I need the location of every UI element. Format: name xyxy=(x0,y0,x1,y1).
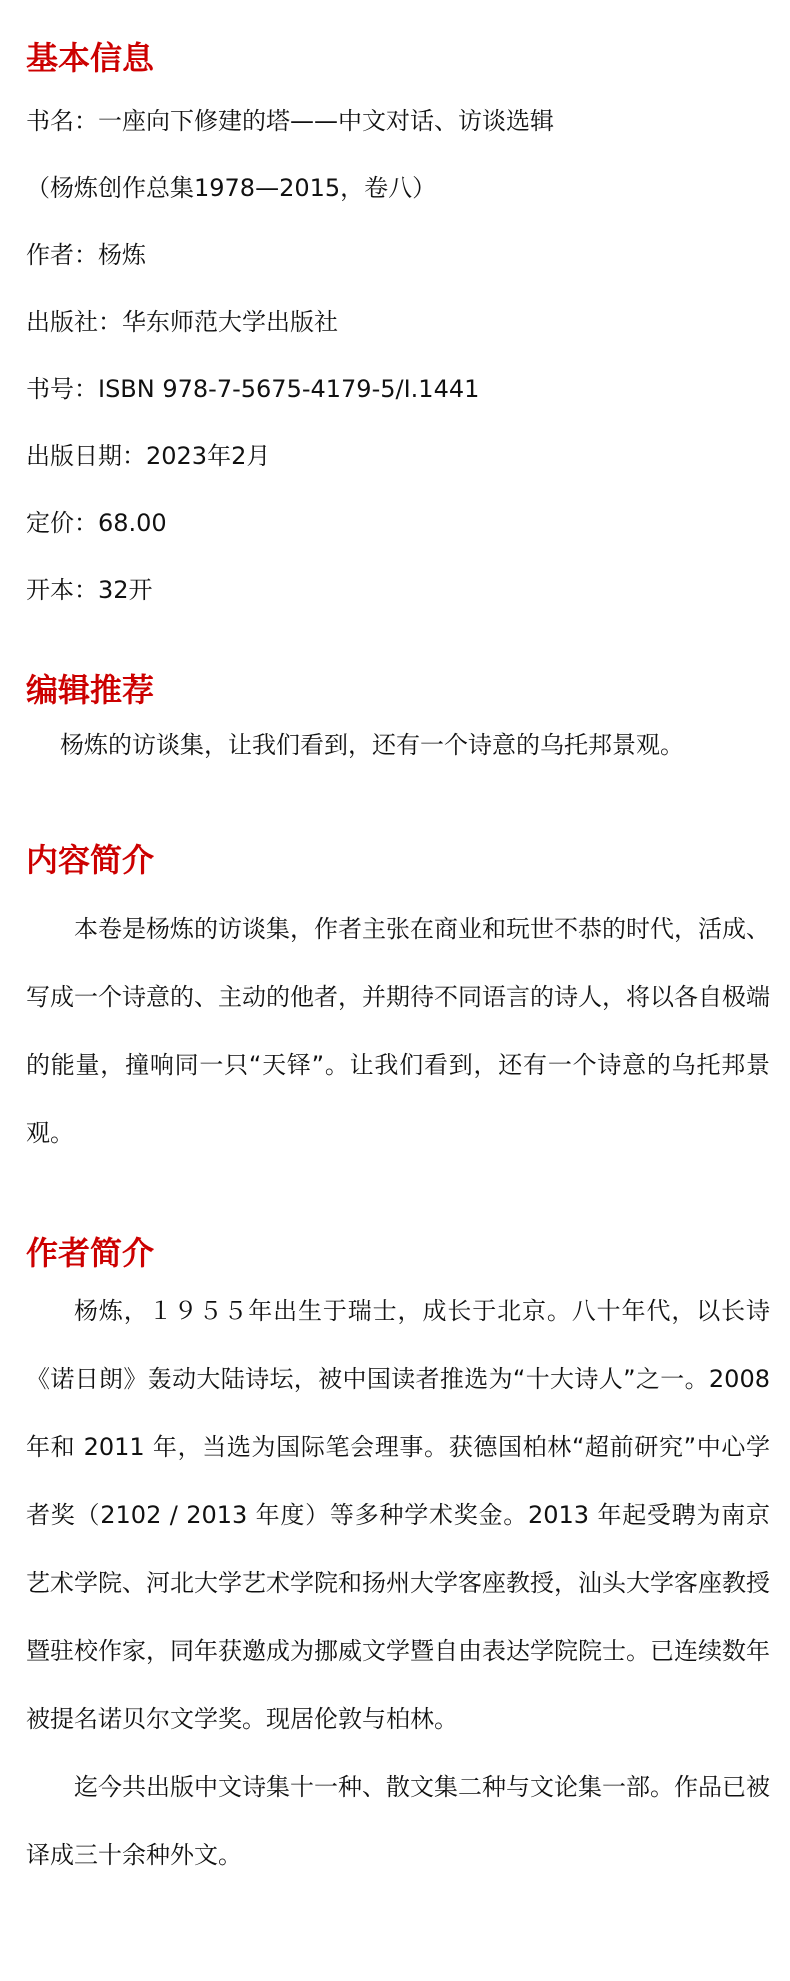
basic-info-list xyxy=(26,104,770,607)
price-line: 定价：68.00 xyxy=(26,509,167,537)
section-title-editor-recommendation: 编辑推荐 xyxy=(26,671,155,709)
section-title-basic-info: 基本信息 xyxy=(26,39,155,77)
format-line: 开本：32开 xyxy=(26,576,153,604)
section-title-content-intro: 内容简介 xyxy=(26,841,155,879)
author-line: 作者：杨炼 xyxy=(26,241,146,269)
book-title-line: 书名：一座向下修建的塔——中文对话、访谈选辑 xyxy=(26,107,554,135)
publisher-line: 出版社：华东师范大学出版社 xyxy=(26,308,338,336)
editor-recommendation-text: 杨炼的访谈集，让我们看到，还有一个诗意的乌托邦景观。 xyxy=(60,731,684,759)
section-title-author-intro: 作者简介 xyxy=(26,1234,155,1272)
author-intro-paragraph-1: 杨炼，１９５５年出生于瑞士，成长于北京。八十年代，以长诗《诺日朗》轰动大陆诗坛，被中国读者推选为“十大诗人”之一。2008 年和 2011 年，当选为国际笔会理事。获德国柏林“超前研究”中心学者奖（2102 / 2013 年度）等多种学术奖金。2013 年起受聘为南京艺术学院、河北大学艺术学院和扬州大学客座教授，汕头大学客座教授暨驻校作家，同年获邀成为挪威文学暨自由表达学院院士。已连续数年被提名诺贝尔文学奖。现居伦敦与柏林。 xyxy=(26,1297,770,1733)
author-intro-paragraph-2: 迄今共出版中文诗集十一种、散文集二种与文论集一部。作品已被译成三十余种外文。 xyxy=(26,1773,770,1869)
content-intro-paragraph: 本卷是杨炼的访谈集，作者主张在商业和玩世不恭的时代，活成、写成一个诗意的、主动的他者，并期待不同语言的诗人，将以各自极端的能量，撞响同一只“天铎”。让我们看到，还有一个诗意的乌托邦景观。 xyxy=(26,915,770,1147)
publish-date-line: 出版日期：2023年2月 xyxy=(26,442,271,470)
book-series-line: （杨炼创作总集1978—2015，卷八） xyxy=(26,174,437,202)
isbn-line: 书号：ISBN 978-7-5675-4179-5/I.1441 xyxy=(26,375,480,403)
